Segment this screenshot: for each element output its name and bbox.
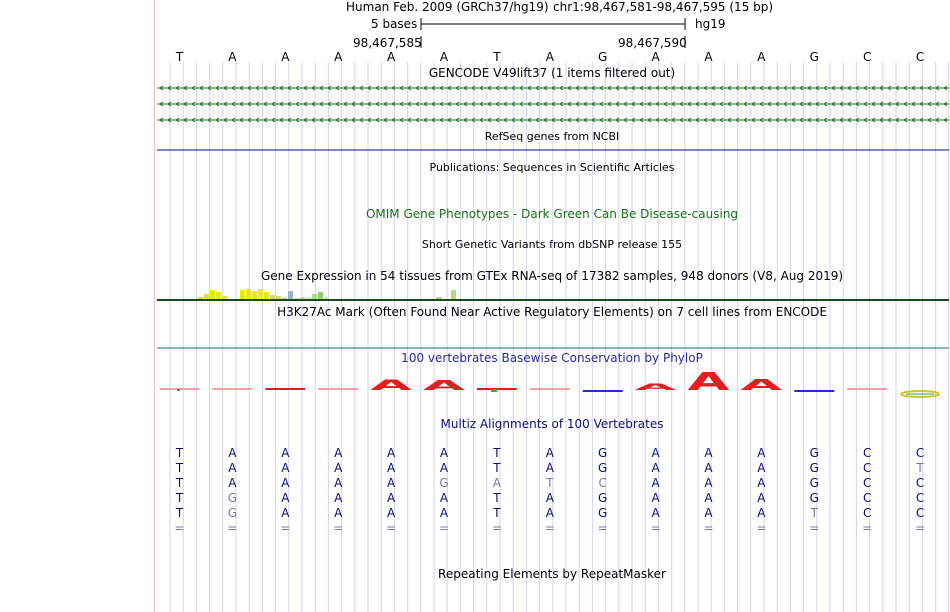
alignment-base: = [915, 521, 926, 535]
alignment-base: T [175, 491, 184, 505]
alignment-base: A [334, 491, 343, 505]
gtex-bar [300, 297, 305, 299]
phylop-bar [847, 388, 887, 390]
coord-left-text: 98,467,585 [353, 36, 422, 50]
gtex-bar [276, 296, 281, 299]
alignment-base: = [809, 521, 820, 535]
reference-base: A [439, 50, 449, 64]
coord-right-text: 98,467,590 [618, 36, 687, 50]
alignment-base: A [281, 461, 290, 475]
alignment-base: = [703, 521, 714, 535]
gtex-bar [222, 296, 227, 299]
alignment-base: T [546, 476, 554, 490]
phylop-letter: A [423, 379, 468, 394]
alignment-base: C [862, 446, 872, 460]
alignment-base: A [757, 476, 766, 490]
alignment-base: = [333, 521, 344, 535]
alignment-base: T [493, 506, 501, 520]
publications-track-title[interactable]: Publications: Sequences in Scientific Articles [429, 161, 675, 174]
alignment-base: T [493, 446, 501, 460]
omim-track-title[interactable]: OMIM Gene Phenotypes - Dark Green Can Be Disease-causing [365, 207, 739, 221]
alignment-base: C [862, 491, 872, 505]
alignment-base: A [757, 506, 766, 520]
repeatmasker-track-title[interactable]: Repeating Elements by RepeatMasker [438, 567, 666, 581]
alignment-base: A [545, 491, 554, 505]
gtex-bar [324, 297, 329, 299]
alignment-base: = [227, 521, 238, 535]
alignment-base: G [598, 491, 608, 505]
alignment-base: A [757, 461, 766, 475]
phylop-bar [177, 389, 180, 391]
alignment-base: A [334, 506, 343, 520]
phylop-bar [530, 388, 570, 390]
alignment-base: C [862, 461, 872, 475]
alignment-base: A [704, 461, 713, 475]
phylop-bar [318, 388, 358, 390]
alignment-base: A [334, 461, 343, 475]
reference-base: A [651, 50, 660, 64]
alignment-base: A [757, 446, 766, 460]
alignment-base: C [915, 446, 925, 460]
reference-base: A [228, 50, 237, 64]
gtex-bar [294, 298, 299, 299]
alignment-base: A [334, 476, 343, 490]
alignment-base: C [862, 506, 872, 520]
alignment-base: = [280, 521, 291, 535]
phylop-bar [212, 388, 252, 390]
alignment-base: T [493, 491, 501, 505]
reference-base: A [334, 50, 343, 64]
alignment-base: A [545, 461, 554, 475]
h3k27ac-track-title[interactable]: H3K27Ac Mark (Often Found Near Active Regulatory Elements) on 7 cell lines from ENCODE [277, 305, 827, 319]
alignment-base: A [439, 461, 449, 475]
reference-base: A [281, 50, 290, 64]
alignment-base: A [439, 446, 449, 460]
gtex-bar [451, 290, 456, 299]
gtex-bar [318, 292, 323, 299]
alignment-base: = [756, 521, 767, 535]
reference-base: T [175, 50, 184, 64]
alignment-base: A [757, 491, 766, 505]
alignment-base: A [386, 461, 396, 475]
gtex-bar [210, 290, 215, 299]
alignment-base: = [438, 521, 450, 535]
alignment-base: C [915, 491, 925, 505]
alignment-base: A [651, 461, 660, 475]
alignment-base: T [175, 476, 184, 490]
alignment-base: T [916, 461, 924, 475]
alignment-base: A [704, 476, 713, 490]
gtex-bar [252, 291, 257, 299]
alignment-base: A [545, 506, 554, 520]
alignment-base: A [228, 461, 237, 475]
alignment-base: T [810, 506, 818, 520]
alignment-base: C [915, 506, 925, 520]
alignment-base: T [493, 461, 501, 475]
reference-base: A [704, 50, 713, 64]
alignment-base: A [386, 491, 396, 505]
gtex-bar [264, 292, 269, 299]
alignment-base: = [862, 521, 873, 535]
dbsnp-track-title[interactable]: Short Genetic Variants from dbSNP release 155 [421, 238, 683, 251]
alignment-base: A [439, 491, 449, 505]
phylop-bar [491, 389, 497, 392]
alignment-base: A [281, 476, 290, 490]
reference-base: A [386, 50, 396, 64]
reference-base: G [809, 50, 819, 64]
position-text: chr1:98,467,581-98,467,595 (15 bp) [553, 0, 774, 14]
gtex-bar [216, 292, 221, 299]
gtex-bar [246, 289, 251, 299]
reference-base: G [598, 50, 608, 64]
alignment-base: A [651, 506, 660, 520]
gtex-bar [204, 294, 209, 299]
scale-bases-text: 5 bases [371, 17, 418, 31]
alignment-base: A [228, 476, 237, 490]
alignment-base: C [862, 476, 872, 490]
assembly-text: Human Feb. 2009 (GRCh37/hg19) [346, 0, 549, 14]
alignment-base: T [175, 446, 184, 460]
alignment-base: G [598, 506, 608, 520]
gtex-bar [270, 295, 275, 299]
alignment-base: = [650, 521, 661, 535]
alignment-base: G [598, 461, 608, 475]
alignment-base: A [386, 446, 396, 460]
alignment-base: A [334, 446, 343, 460]
reference-base: C [862, 50, 872, 64]
alignment-base: A [439, 506, 449, 520]
gtex-bar [288, 291, 293, 299]
gtex-bar [282, 298, 287, 300]
alignment-base: A [704, 506, 713, 520]
alignment-base: A [545, 446, 554, 460]
alignment-base: G [598, 446, 608, 460]
gtex-bar [198, 297, 203, 299]
phylop-track-title[interactable]: 100 vertebrates Basewise Conservation by PhyloP [401, 351, 703, 365]
alignment-base: = [491, 521, 502, 535]
alignment-base: G [809, 461, 819, 475]
gtex-bar [436, 297, 442, 299]
alignment-base: = [174, 521, 185, 535]
reference-base: T [493, 50, 501, 64]
phylop-bar [794, 390, 834, 392]
alignment-base: A [492, 476, 501, 490]
alignment-base: = [597, 521, 608, 535]
reference-base: C [915, 50, 925, 64]
alignment-base: G [439, 476, 449, 490]
alignment-base: = [544, 521, 555, 535]
alignment-base: = [386, 521, 397, 535]
alignment-base: A [281, 446, 290, 460]
alignment-base: A [386, 506, 396, 520]
alignment-base: G [809, 476, 819, 490]
gencode-track-title[interactable]: GENCODE V49lift37 (1 items filtered out) [428, 66, 676, 80]
alignment-base: A [281, 491, 290, 505]
alignment-base: G [227, 506, 238, 520]
alignment-base: C [598, 476, 607, 490]
alignment-base: A [651, 476, 660, 490]
phylop-letter: A [687, 367, 731, 396]
phylop-letter: A [634, 382, 680, 392]
alignment-base: A [281, 506, 290, 520]
alignment-base: T [175, 461, 184, 475]
alignment-base: G [809, 446, 819, 460]
gtex-bar [306, 298, 311, 300]
phylop-bar [583, 390, 623, 392]
gtex-bar [240, 290, 245, 299]
alignment-base: G [227, 491, 238, 505]
alignment-base: A [651, 491, 660, 505]
refseq-track-title[interactable]: RefSeq genes from NCBI [484, 130, 620, 143]
reference-base: A [545, 50, 554, 64]
gtex-bar [312, 294, 317, 299]
phylop-letter: A [370, 378, 413, 394]
reference-base: A [757, 50, 766, 64]
alignment-base: T [175, 506, 184, 520]
alignment-base: A [704, 491, 713, 505]
alignment-base: A [386, 476, 396, 490]
scale-db-text: hg19 [695, 17, 726, 31]
gtex-bar [258, 289, 263, 299]
phylop-letter: A [740, 376, 783, 394]
phylop-bar [265, 388, 305, 390]
alignment-base: A [228, 446, 237, 460]
alignment-base: A [651, 446, 660, 460]
alignment-base: G [809, 491, 819, 505]
alignment-base: C [915, 476, 925, 490]
alignment-base: A [704, 446, 713, 460]
multiz-track-title[interactable]: Multiz Alignments of 100 Vertebrates [440, 417, 664, 431]
gtex-track-title[interactable]: Gene Expression in 54 tissues from GTEx RNA-seq of 17382 samples, 948 donors (V8, Aug 2019) [260, 269, 844, 283]
